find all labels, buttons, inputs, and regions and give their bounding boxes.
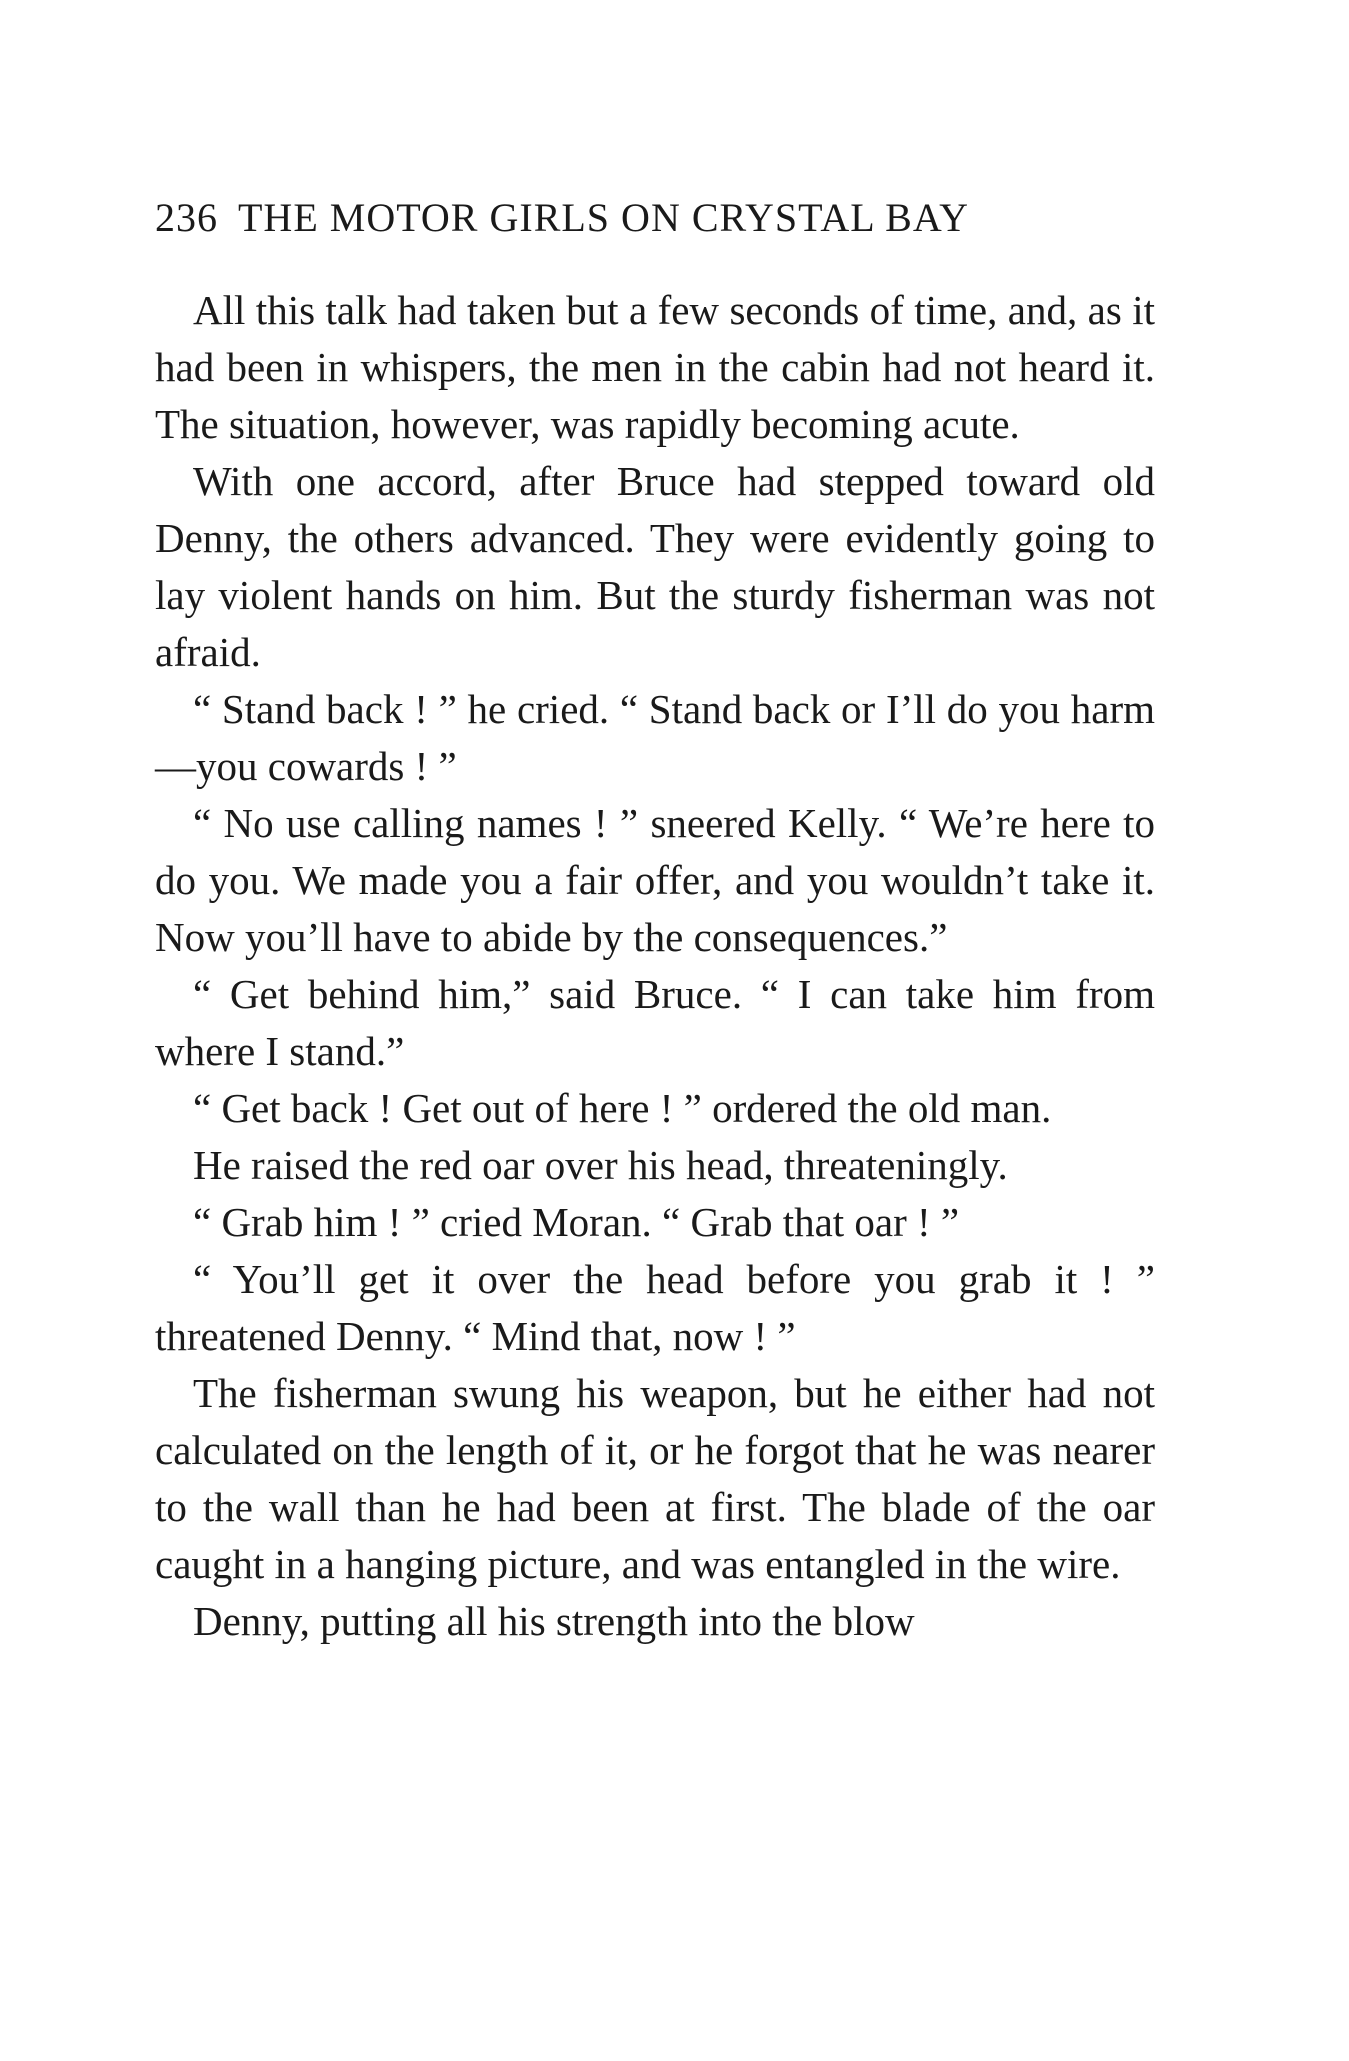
paragraph: “ Get back ! Get out of here ! ” ordered the old man.	[193, 1085, 1052, 1131]
paragraph: He raised the red oar over his head, threateningly.	[193, 1142, 1008, 1188]
paragraph: “ Grab him ! ” cried Moran. “ Grab that oar ! ”	[193, 1199, 960, 1245]
paragraph: With one accord, after Bruce had stepped toward old Denny, the others advanced. They were evidently going to lay violent hands on him. But the sturdy fisherman was not afraid.	[155, 458, 1155, 675]
paragraph: “ Stand back ! ” he cried. “ Stand back or I’ll do you harm—you cowards ! ”	[155, 686, 1155, 789]
running-title: THE MOTOR GIRLS ON CRYSTAL BAY	[238, 195, 969, 240]
body-text	[155, 282, 1155, 1650]
paragraph: “ You’ll get it over the head before you grab it ! ” threatened Denny. “ Mind that, now ! ”	[155, 1256, 1155, 1359]
paragraph: “ Get behind him,” said Bruce. “ I can take him from where I stand.”	[155, 971, 1155, 1074]
paragraph: Denny, putting all his strength into the blow	[193, 1598, 915, 1644]
paragraph: The fisherman swung his weapon, but he either had not calculated on the length of it, or he forgot that he was nearer to the wall than he had been at first. The blade of the oar caught in a hanging picture, and was entangled in the wire.	[155, 1370, 1155, 1587]
paragraph: All this talk had taken but a few seconds of time, and, as it had been in whispers, the men in the cabin had not heard it. The situation, however, was rapidly becoming acute.	[155, 287, 1155, 447]
running-header	[155, 190, 1155, 246]
paragraph: “ No use calling names ! ” sneered Kelly. “ We’re here to do you. We made you a fair offer, and you wouldn’t take it. Now you’ll have to abide by the consequences.”	[155, 800, 1155, 960]
page-number: 236	[155, 195, 218, 240]
